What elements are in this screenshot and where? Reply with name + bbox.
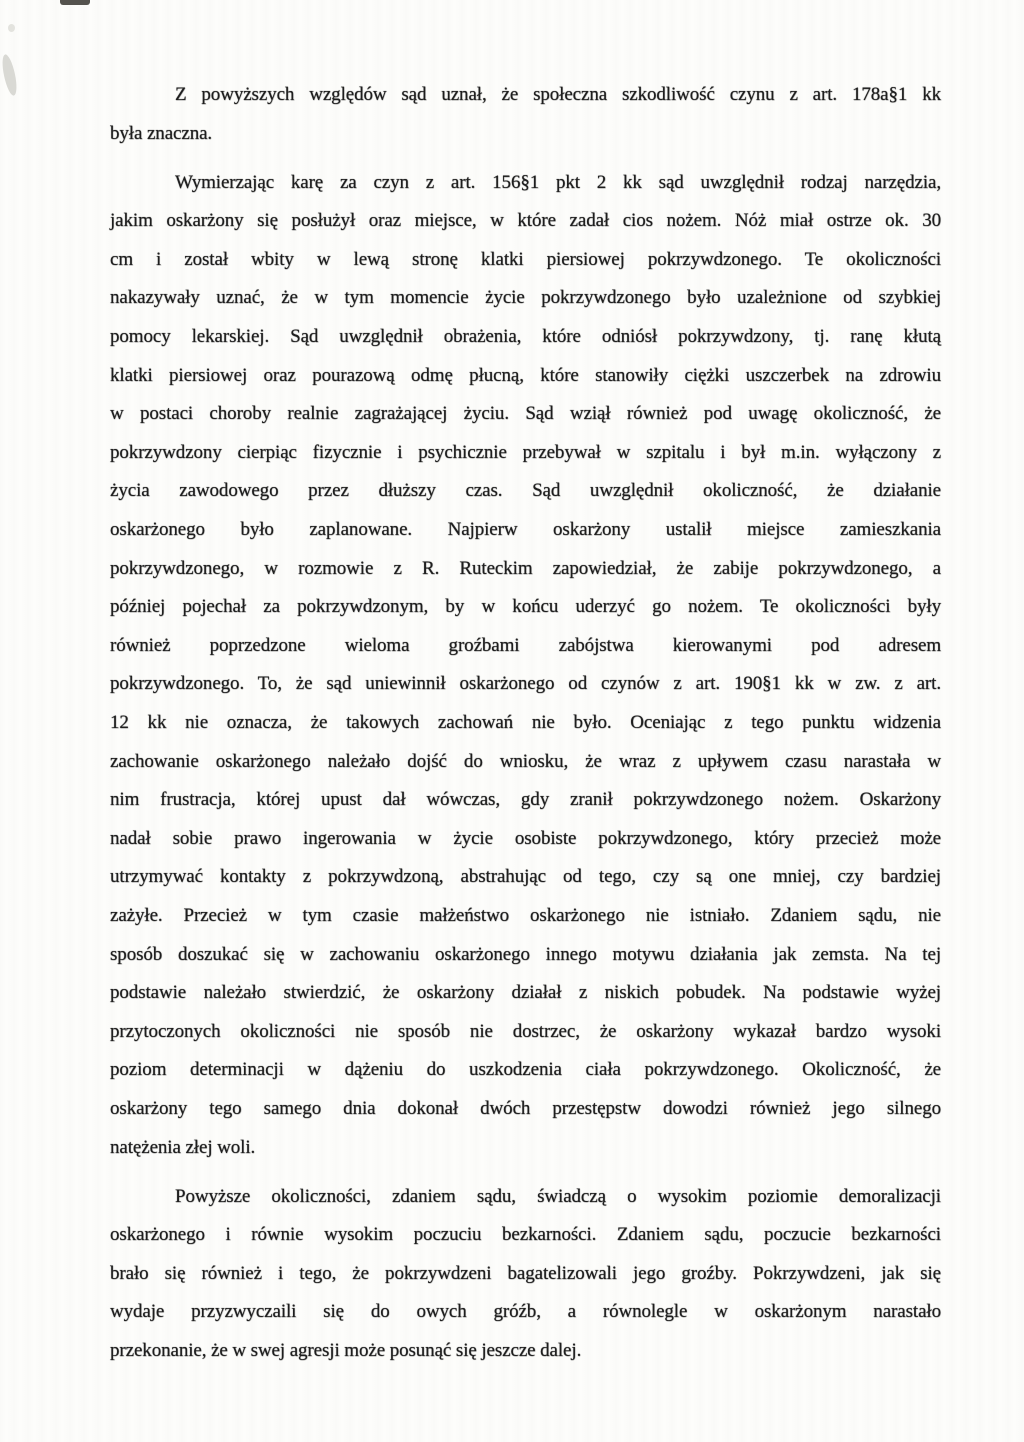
text-line: podstawie należało stwierdzić, że oskarżony działał z niskich pobudek. Na podstawie wyżej <box>110 982 941 1004</box>
text-line: 12 kk nie oznacza, że takowych zachowań nie było. Oceniając z tego punktu widzenia <box>110 712 941 733</box>
top-edge-smudge <box>60 0 90 5</box>
text-line: w postaci choroby realnie zagrażającej życiu. Sąd wziął również pod uwagę okoliczność, że <box>110 403 941 425</box>
text-line: również poprzedzone wieloma groźbami zabójstwa kierowanymi pod adresem <box>110 634 941 656</box>
paragraph-1 <box>110 76 941 153</box>
left-edge-dot <box>8 24 15 32</box>
text-line: brało się również i tego, że pokrzywdzeni bagatelizowali jego groźby. Pokrzywdzeni, jak się <box>110 1262 941 1284</box>
text-line: zażyłe. Przecież w tym czasie małżeństwo oskarżonego nie istniało. Zdaniem sądu, nie <box>110 904 941 926</box>
left-edge-speck <box>0 53 19 96</box>
text-line: pomocy lekarskiej. Sąd uwzględnił obrażenia, które odniósł pokrzywdzony, tj. ranę kłutą <box>110 326 941 348</box>
text-line: przytoczonych okoliczności nie sposób nie dostrzec, że oskarżony wykazał bardzo wysoki <box>110 1020 941 1042</box>
text-line: Wymierzając karę za czyn z art. 156§1 pkt 2 kk sąd uwzględnił rodzaj narzędzia, <box>175 171 941 193</box>
text-line: Powyższe okoliczności, zdaniem sądu, świadczą o wysokim poziomie demoralizacji <box>175 1185 941 1207</box>
text-line: pokrzywdzonego. To, że sąd uniewinnił oskarżonego od czynów z art. 190§1 kk w zw. z art. <box>110 673 941 695</box>
text-line: życia zawodowego przez dłuższy czas. Sąd uwzględnił okoliczność, że działanie <box>110 480 941 502</box>
text-line: oskarżony tego samego dnia dokonał dwóch przestępstw dowodzi również jego silnego <box>110 1097 941 1119</box>
text-line: Z powyższych względów sąd uznał, że społeczna szkodliwość czynu z art. 178a§1 kk <box>175 84 941 105</box>
text-line: cm i został wbity w lewą stronę klatki piersiowej pokrzywdzonego. Te okoliczności <box>110 248 941 270</box>
paragraph-2 <box>110 164 941 1167</box>
text-line: przekonanie, że w swej agresji może posunąć się jeszcze dalej. <box>110 1340 582 1361</box>
text-line: sposób doszukać się w zachowaniu oskarżonego innego motywu działania jak zemsta. Na tej <box>110 943 941 965</box>
text-line: wydaje przyzwyczaili się do owych gróźb, a równolegle w oskarżonym narastało <box>110 1301 941 1323</box>
text-line: utrzymywać kontakty z pokrzywdzoną, abstrahując od tego, czy są one mniej, czy bardziej <box>110 866 941 888</box>
text-line: nadał sobie prawo ingerowania w życie osobiste pokrzywdzonego, który przecież może <box>110 827 941 849</box>
text-line: natężenia złej woli. <box>110 1136 256 1158</box>
text-line: nakazywały uznać, że w tym momencie życie pokrzywdzonego było uzależnione od szybkiej <box>110 287 941 309</box>
paragraph-3 <box>110 1178 941 1371</box>
text-line: później pojechał za pokrzywdzonym, by w końcu uderzyć go nożem. Te okoliczności były <box>110 596 941 618</box>
document-body <box>110 76 941 1381</box>
text-line: nim frustracja, której upust dał wówczas, gdy zranił pokrzywdzonego nożem. Oskarżony <box>110 789 941 811</box>
text-line: poziom determinacji w dążeniu do uszkodzenia ciała pokrzywdzonego. Okoliczność, że <box>110 1059 941 1081</box>
text-line: oskarżonego było zaplanowane. Najpierw oskarżony ustalił miejsce zamieszkania <box>110 519 941 541</box>
text-line: pokrzywdzony cierpiąc fizycznie i psychicznie przebywał w szpitalu i był m.in. wyłączony z <box>110 441 941 463</box>
text-line: oskarżonego i równie wysokim poczuciu bezkarności. Zdaniem sądu, poczucie bezkarności <box>110 1224 941 1246</box>
text-line: jakim oskarżony się posłużył oraz miejsce, w które zadał cios nożem. Nóż miał ostrze ok. 30 <box>110 210 941 232</box>
text-line: klatki piersiowej oraz pourazową odmę płucną, które stanowiły ciężki uszczerbek na zdrowiu <box>110 364 941 386</box>
text-line: pokrzywdzonego, w rozmowie z R. Ruteckim zapowiedział, że zabije pokrzywdzonego, a <box>110 557 941 579</box>
text-line: była znaczna. <box>110 122 213 144</box>
text-line: zachowanie oskarżonego należało dojść do wniosku, że wraz z upływem czasu narastała w <box>110 750 941 772</box>
